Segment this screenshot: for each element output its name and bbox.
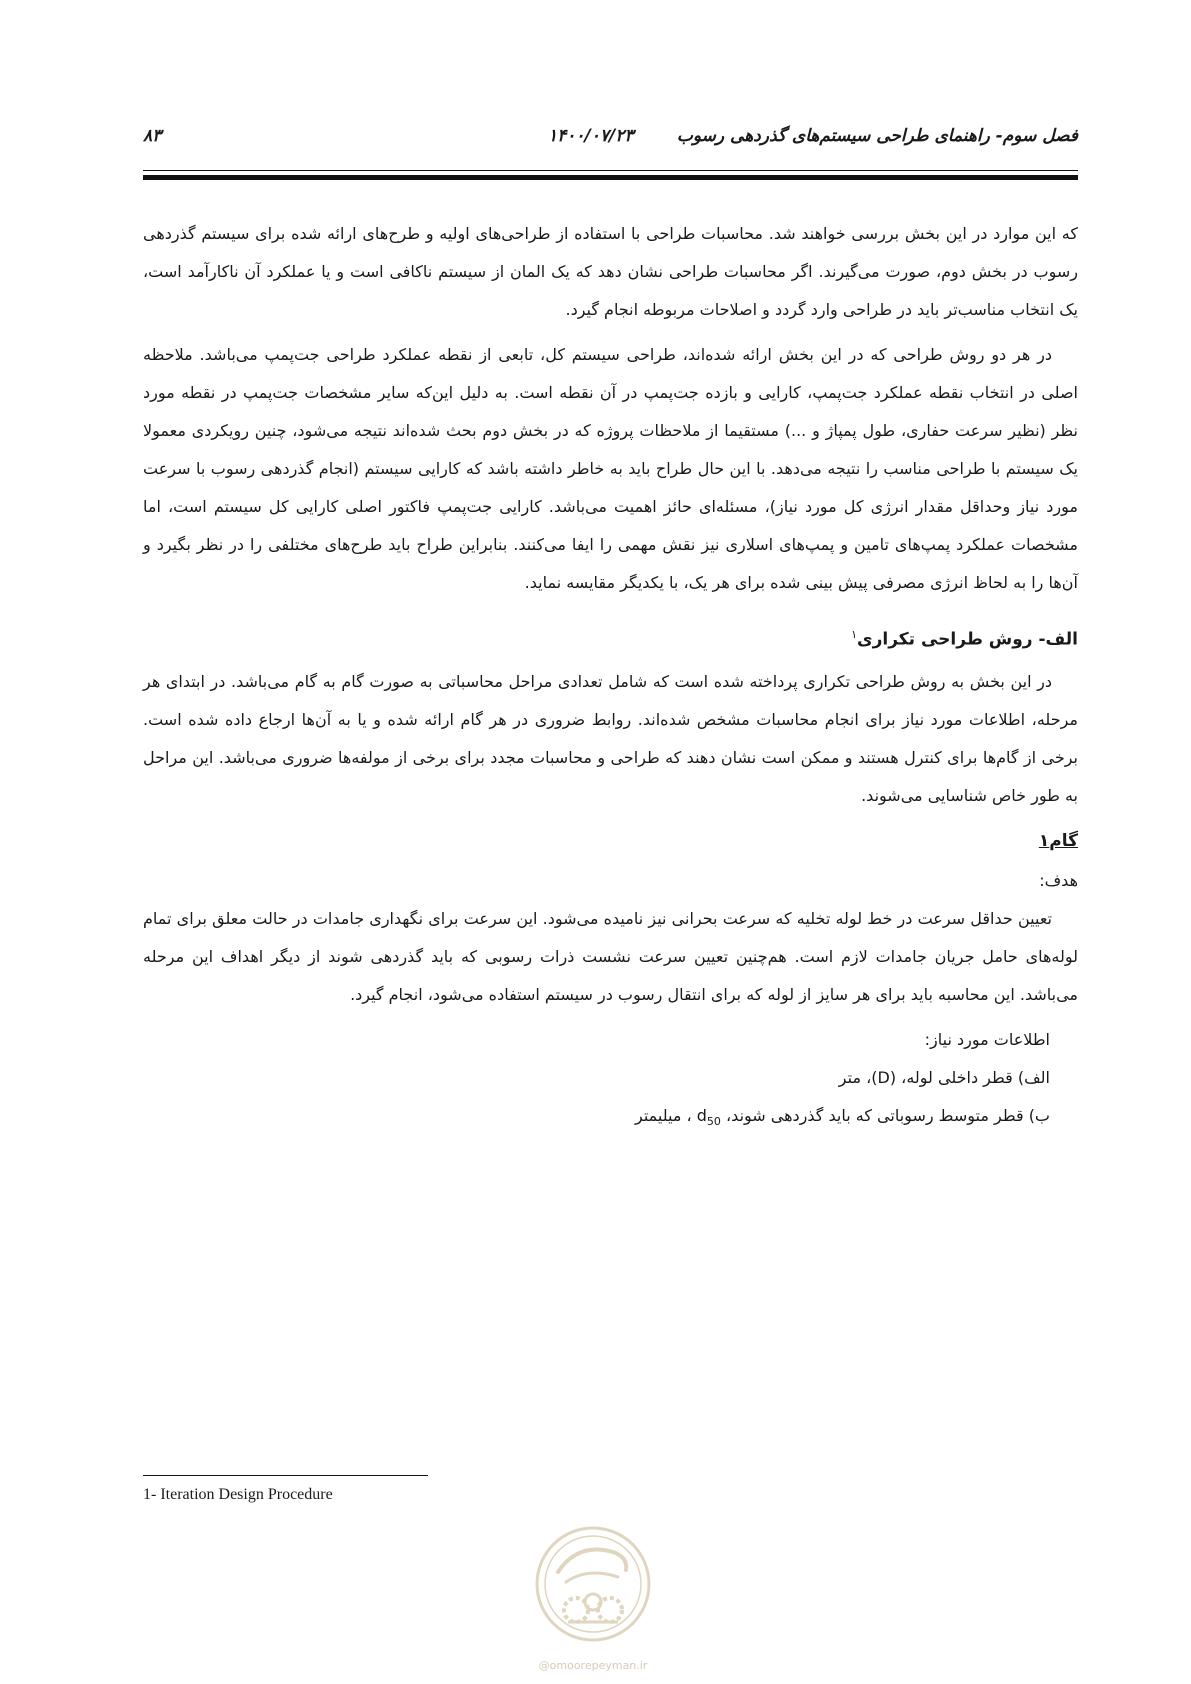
paragraph-3: در این بخش به روش طراحی تکراری پرداخته شده است که شامل تعدادی مراحل محاسباتی به صورت گام به گام می‌باشد. در ابتدای هر مرحله، اطلاعات مورد نیاز برای انجام محاسبات مشخص شده‌اند. روابط ضروری در هر گام ارائه شده و یا به آن‌ها ارجاع داده شده است. برخی از گام‌ها برای کنترل هستند و ممکن است نشان دهند که طراحی و محاسبات مجدد برای برخی از مولفه‌ها ضروری می‌باشد. این مراحل به طور خاص شناسایی می‌شوند. <box>143 671 1078 805</box>
footnote: 1- Iteration Design Procedure <box>143 1486 333 1503</box>
step-heading: گام۱ <box>1038 830 1078 851</box>
footnote-rule <box>143 1475 428 1476</box>
page-header <box>143 126 1078 156</box>
paragraph-4: تعیین حداقل سرعت در خط لوله تخلیه که سرعت بحرانی نیز نامیده می‌شود. این سرعت برای نگهداری جامدات در حالت معلق برای تمام لوله‌های حامل جریان جامدات لازم است. هم‌چنین تعیین سرعت نشست ذرات رسوبی که باید گذردهی شوند از دیگر اهداف این مرحله می‌باشد. این محاسبه باید برای هر سایز از لوله که برای انتقال رسوب در سیستم استفاده می‌شود، انجام گیرد. <box>143 908 1078 1004</box>
goal-label: هدف: <box>1039 870 1078 890</box>
list-item-b <box>143 1097 1078 1141</box>
watermark-url: @omoorepeyman.ir <box>538 1659 648 1672</box>
footnote-ref: ۱ <box>851 628 858 641</box>
section-heading <box>143 616 1078 659</box>
gear-seal-logo-icon <box>518 1522 668 1657</box>
paragraph-2: در هر دو روش طراحی که در این بخش ارائه شده‌اند، طراحی سیستم کل، تابعی از نقطه عملکرد طراحی جت‌پمپ می‌باشد. ملاحظه اصلی در انتخاب نقطه عملکرد جت‌پمپ، کارایی و بازده جت‌پمپ در آن نقطه است. به دلیل این‌که سایر مشخصات جت‌پمپ در نقطه مورد نظر (نظیر سرعت حفاری، طول پمپاژ و ...) مستقیما از ملاحظات پروژه که در بخش دوم بحث شده‌اند نتیجه می‌شود، چنین رویکردی معمولا یک سیستم با طراحی مناسب را نتیجه می‌دهد. با این حال طراح باید به خاطر داشته باشد که کارایی سیستم (انجام گذردهی رسوب با سرعت مورد نیاز وحداقل مقدار انرژی کل مورد نیاز)، مسئله‌ای حائز اهمیت می‌باشد. کارایی جت‌پمپ فاکتور اصلی کارایی کل سیستم است، اما مشخصات عملکرد پمپ‌های تامین و پمپ‌های اسلاری نیز نقش مهمی را ایفا می‌کنند. بنابراین طراح باید طرح‌های مختلفی را در نظر بگیرد و آن‌ها را به لحاظ انرژی مصرفی پیش بینی شده برای هر یک، با یکدیگر مقایسه نماید. <box>143 345 1078 592</box>
header-date: ۱۴۰۰/۰۷/۲۳ <box>548 126 634 146</box>
paragraph-1: که این موارد در این بخش بررسی خواهند شد. محاسبات طراحی با استفاده از طراحی‌های اولیه و طرح‌های ارائه شده برای سیستم گذردهی رسوب در بخش دوم، صورت می‌گیرند. اگر محاسبات طراحی نشان دهد که یک المان از سیستم ناکافی است و یا عملکرد آن ناکارآمد است، یک انتخاب مناسب‌تر باید در طراحی وارد گردد و اصلاحات مربوطه انجام گیرد. <box>143 224 1078 319</box>
list-item-a: الف) قطر داخلی لوله، (D)، متر <box>838 1067 1050 1087</box>
header-rule-thick <box>143 175 1078 180</box>
required-info-label: اطلاعات مورد نیاز: <box>924 1029 1050 1049</box>
chapter-title: فصل سوم- راهنمای طراحی سیستم‌های گذردهی رسوب <box>676 126 1078 146</box>
section-heading-text: الف- روش طراحی تکراری <box>857 629 1078 650</box>
body-text <box>143 215 1078 1141</box>
watermark <box>518 1522 668 1672</box>
list-item-b-unit: ، میلیمتر <box>635 1105 697 1125</box>
list-item-b-subscript: 50 <box>706 1114 721 1128</box>
page-number: ۸۳ <box>143 126 162 146</box>
header-rule-thin <box>143 170 1078 171</box>
list-item-b-text: ب) قطر متوسط رسوباتی که باید گذردهی شوند، d <box>696 1105 1050 1125</box>
